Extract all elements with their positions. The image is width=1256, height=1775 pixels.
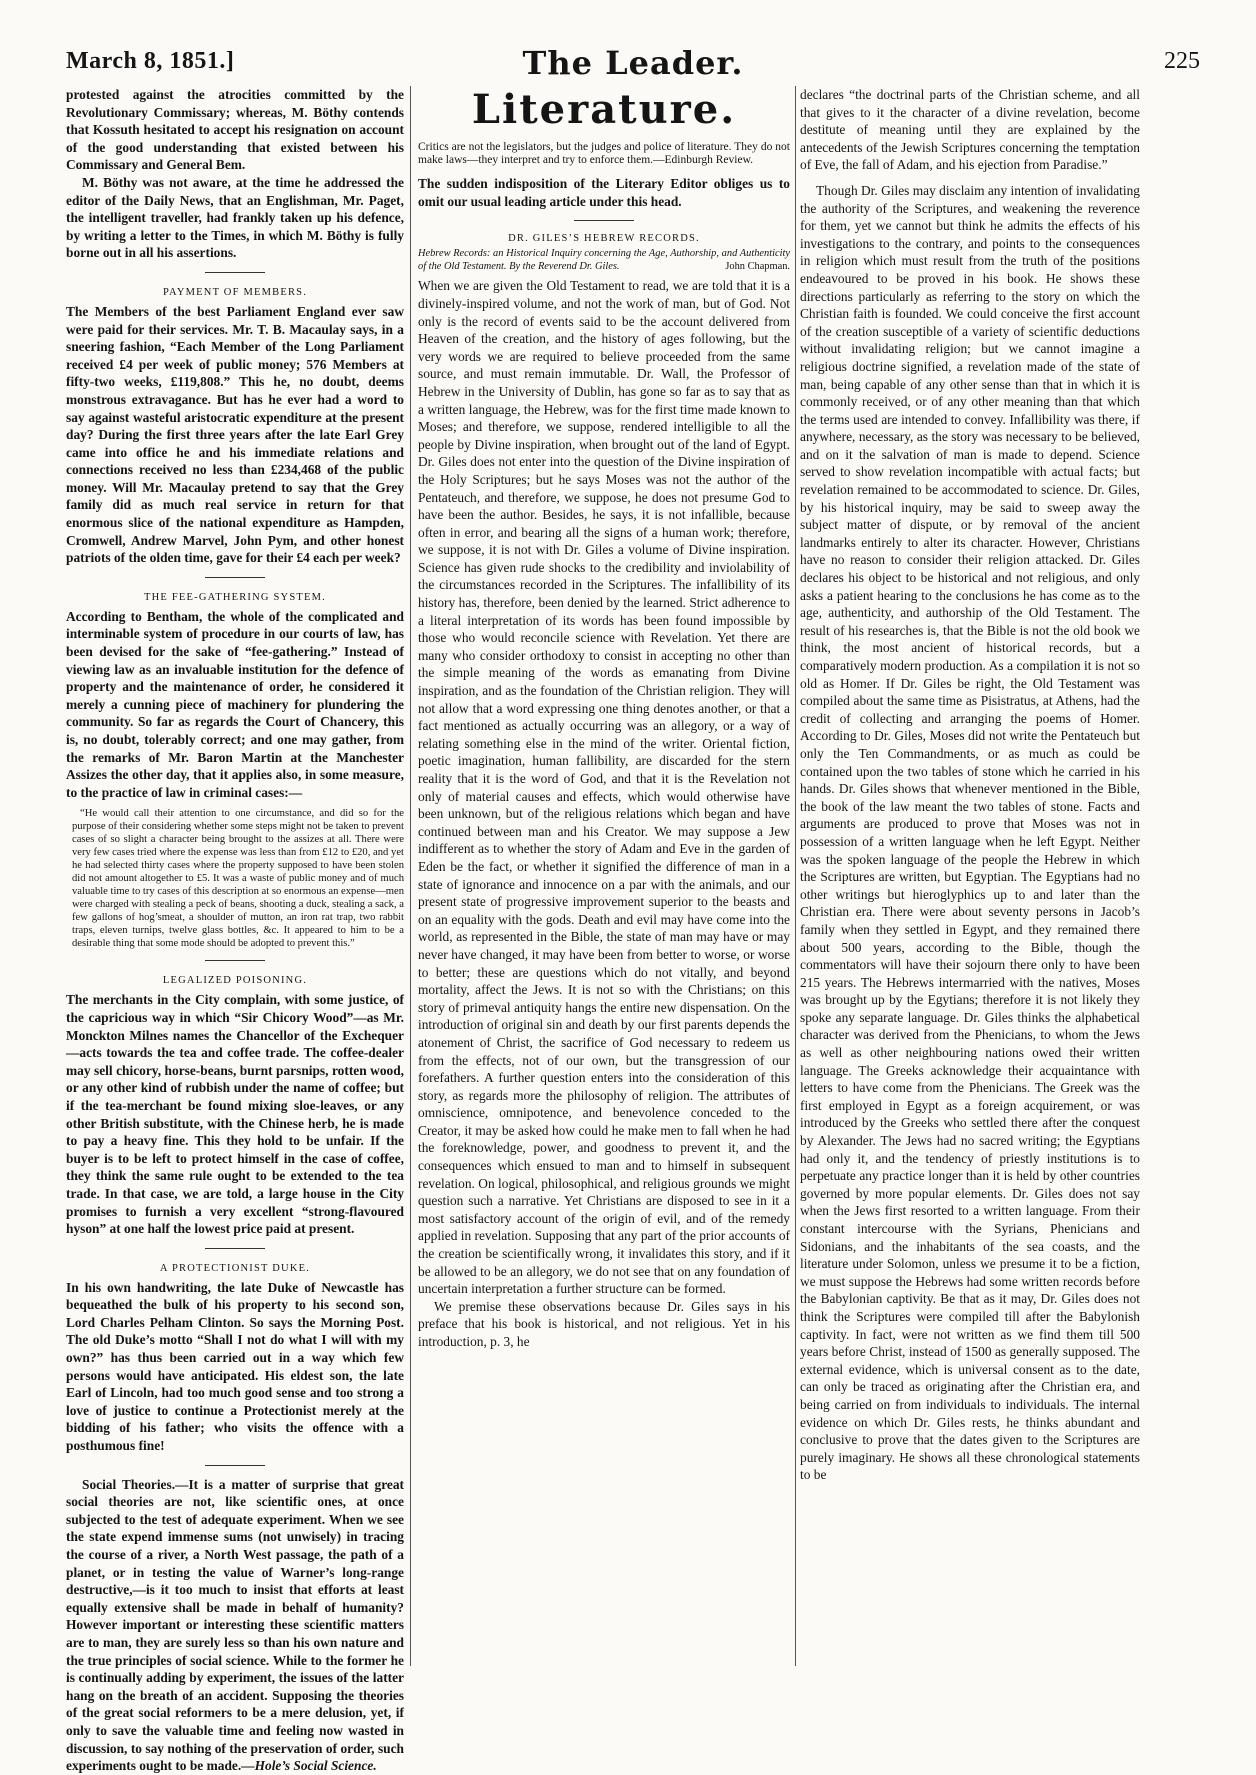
column-right [800,86,1140,1676]
section-body-payment: The Members of the best Parliament England ever saw were paid for their services. Mr. T. B. Macaulay says, in a sneering fashion, “Each Member of the Long Parliament received £4 per week of public money; 576 Members at fifty-two weeks, £119,808.” This he, no doubt, deems monstrous extravagance. But has he ever had a word to say against wasteful aristocratic expenditure at the present day? During the first three years after the late Earl Grey came into office he and his immediate relations and connections received no less than £234,468 of the public money. Will Mr. Macaulay pretend to say that the Grey family did as much real service in return for that enormous slice of the national expenditure as Hampden, Cromwell, Andrew Marvel, John Pym, and other honest patriots of the olden time, gave for their £4 each per week? [66,303,404,566]
section-body-social-theories: Social Theories.—It is a matter of surprise that great social theories are not, like scientific ones, at once subjected to the test of adequate experiment. When we see the state expend immense sums (not unwisely) in tracing the course of a river, a North West passage, the path of a planet, or in testing the value of Warner’s long-range destructive,—is it too much to insist that efforts at least equally extensive shall be made in behalf of humanity? However important or interesting these scientific matters are to man, they are surely less so than his own nature and the true principles of social science. While to the former he is continually adding by experiment, the issues of the latter hang on the breath of an accident. Supposing the theories of the great social reformers to be a mere delusion, yet, if only to save the valuable time and feeling now wasted in discussion, to say nothing of the preservation of order, such experiments ought to be made.—Hole’s Social Science. [66,1476,404,1774]
section-divider [205,960,265,961]
book-citation-text: Hebrew Records: an Historical Inquiry concerning the Age, Authorship, and Authenticity of the Old Testament. By the Reverend Dr. Giles. [418,248,790,272]
section-body-poisoning: The merchants in the City complain, with some justice, of the capricious way in which “Sir Chicory Wood”—as Mr. Monckton Milnes names the Chancellor of the Exchequer—acts towards the tea and coffee trade. The coffee-dealer may sell chicory, horse-beans, burnt parsnips, rotten wood, or any other kind of rubbish under the name of coffee; but if the tea-merchant be found mixing sloe-leaves, or any other British substitute, with the Chinese herb, he is made to pay a heavy fine. This they hold to be unfair. If the buyer is to be left to protect himself in the case of coffee, they think the same rule ought to be extended to the tea trade. In that case, we are told, a large house in the City promises to furnish a very excellent “strong-flavoured hyson” at one half the lowest price paid at present. [66,992,404,1237]
masthead [66,44,1200,84]
book-publisher: John Chapman. [725,260,790,272]
section-divider [205,577,265,578]
literature-motto: Critics are not the legislators, but the judges and police of literature. They do not make laws—they interpret and try to enforce them.—Edinburgh Review. [418,141,790,166]
section-divider [205,272,265,273]
section-divider [574,220,634,221]
column-left [66,86,404,1774]
review-continued-paragraph-2: Though Dr. Giles may disclaim any intention of invalidating the authority of the Scriptures, and weakening the reverence for them, yet we cannot but think he admits the effects of his investigations to the contrary, and points to the consequences in religion which must result from the truth of the positions endeavoured to be proved in his book. He shows these directions particularly as referring to the story on which the Christian faith is founded. We could conceive the first account of the creation susceptible of a variety of scientific deductions without invalidating religion; but we cannot imagine a religious doctrine signified, a revelation made of the state of man, being capable of any other sense than that in which it is commonly received, or of any other meaning than that which the terms used are intended to convey. Infallibility was there, if anywhere, necessary, as the story was necessary to be believed, and on it the salvation of man is made to depend. Science served to show revelation incompatible with actual facts; but revelation remained to be accommodated to science. Dr. Giles, by his historical inquiry, may be said to sweep away the subject matter of dispute, or by removal of the ancient landmarks entirely to alter its character. However, Christians have no reason to consider their religion attacked. Dr. Giles declares his object to be historical and not religious, and only asks a patient hearing to the conclusions he has come as to the age, authenticity, and authorship of the Old Testament. The result of his researches is, that the Bible is not the old book we think, the most ancient of historical records, but a comparatively modern production. As a compilation it is not so old as Homer. If Dr. Giles be right, the Old Testament was compiled about the same time as Pisistratus, at Athens, had the credit of collecting and arranging the poems of Homer. According to Dr. Giles, Moses did not write the Pentateuch but only the Ten Commandments, or as much as could be contained upon the two tables of stone which he carried in his hands. Dr. Giles shows that whenever mentioned in the Bible, the book of the law meant the two tables of stone. Facts and arguments are produced to prove that Moses was not in possession of a written language when he left Egypt. Neither was the spoken language of the people the Hebrew in which the Scriptures are written, but Egyptian. The Egyptians had no other writings but hieroglyphics up to and later than the Christian era. There were about seventy persons in Jacob’s family when they settled in Egypt, and they remained there about 500 years, according to the Bible, though the commentators will have their sojourn there only to have been 215 years. The Hebrews intermarried with the natives, Moses was brought up by the Egytians; therefore it is not likely they spoke any separate language. Dr. Giles thinks the alphabetical character was derived from the Phenicians, to whom the Jews as well as other neighbouring nations owed their written language. The Greeks acknowledge their acquaintance with letters to have come from the Phenicians. The Greek was the first employed in Egypt as a foreign acquirement, or was introduced by the Greeks who settled there after the conquest by Alexander. The Jews had no sacred writing; the Egyptians had only it, and the tendency of priestly institutions is to perpetuate any practice longer than it is held by other countries governed by more popular elements. Dr. Giles does not say when the Jews first resorted to a written language. From their constant intercourse with the Syrians, Phenicians and Sidonians, and the inhabitants of the sea coasts, and the literature under Solomon, unless we presume it to be a fiction, we must suppose the Hebrews had some written records before the Babylonian captivity. Be that as it may, Dr. Giles does not think the Scriptures were compiled till after the Babylonish captivity. In fact, were not written as we find them till 500 years before Christ, instead of 1500 as generally supposed. The external evidence, which is universal consent as to the date, can only be traced as originating after the Christian era, and being carried on from individuals to individuals. The internal evidence on which Dr. Giles rests, he thinks abundant and conclusive to prove that the dates given to the Scriptures are purely imaginary. He shows all these chronological statements to be [800,182,1140,1483]
section-body-duke: In his own handwriting, the late Duke of Newcastle has bequeathed the bulk of his property to his second son, Lord Charles Pelham Clinton. So says the Morning Post. The old Duke’s motto “Shall I not do what I will with my own?” has thus been carried out in a way which few persons would have anticipated. His eldest son, the late Earl of Lincoln, had too much good sense and too strong a love of justice to continue a Protectionist merely at the bidding of his father; who visits the offence with a posthumous fine! [66,1279,404,1454]
review-heading: DR. GILES’S HEBREW RECORDS. [508,233,700,245]
review-paragraph-2: We premise these observations because Dr. Giles says in his preface that his book is historical, and not religious. Yet in his introduction, p. 3, he [418,1298,790,1349]
section-heading-fee-gathering: THE FEE-GATHERING SYSTEM. [144,591,326,603]
review-paragraph-1: When we are given the Old Testament to read, we are told that it is a divinely-inspired volume, and not the work of man, but of God. Not only is the record of events said to be the account delivered from Heaven of the creation, and the history of ages following, but the very words we are required to believe proceeded from the same source, and must remain immutable. Dr. Wall, the Professor of Hebrew in the University of Dublin, has gone so far as to say that as a written language, the Hebrew, was for the first time made known to Moses; and therefore, we suppose, rendered intelligible to all the people by Divine inspiration, when brought out of the land of Egypt. Dr. Giles does not enter into the question of the Divine inspiration of the Holy Scriptures; but he says Moses was not the author of the Pentateuch, and therefore, we suppose, he does not presume God to have been the author. Besides, he says, it is not infallible, because often in error, and bearing all the signs of a human work; therefore, we suppose, it is not with Dr. Giles a volume of Divine inspiration. Science has given rude shocks to the credibility and inviolability of the circumstances recorded in the Scriptures. The infallibility of its history has, therefore, been denied by the learned. Strict adherence to a literal interpretation of its words has been found impossible by those who would reconcile science with Revelation. Yet there are many who consider orthodoxy to consist in accepting no other than the simple meaning of the words as emanating from Divine inspiration, and as the foundation of the Christian religion. They will not allow that a word expressing one thing denotes another, or that a fact mentioned as actually occurring was an allegory, or a way of relating something else in the mind of the writer. Oriental fiction, poetic imagination, human fallibility, are discarded for the stern reality that it is the word of God, and that it is the Revelation not only of material causes and effects, which would otherwise have been unknown, but of the religious relations which began and have continued between man and his Creator. We may suppose a Jew indifferent as to whether the story of Adam and Eve in the garden of Eden be the fact, or whether it signified the difference of man in a state of ignorance and innocence on a par with the animals, and our present state of progressive improvement superior to the beasts and on an equality with the gods. Death and evil may have come into the world, as represented in the Bible, the state of man may have or may never have changed, it may have been from better to worse, or worse to better; these are questions which do not vitally, and beyond mortality, affect the Jews. It is not so with the Christians; on this story of primeval antiquity hangs the entire new dispensation. On the introduction of original sin and death by our first parents depends the atonement of Christ, the sacrifice of God necessary to redeem us from the effects, not of our own, but the transgression of our forefathers. A further question enters into the consideration of this story, as regards more the philosophy of religion. The attributes of omniscience, omnipotence, and benevolence conceded to the Creator, it may be asked how could he make men to fall when he had the foreknowledge, power, and goodness to prevent it, and the consequences which ensued to man and to himself in subsequent revelation. On logical, philosophical, and religious grounds we might question such a narrative. Yet Christians are disposed to see in it a most satisfactory account of the origin of evil, and of the remedy applied in revelation. Supposing that any part of the prior accounts of the creation be scientifically wrong, it invalidates this story, and if it be allowed to be an allegory, we do not see that on any foundation of uncertain interpretation a further structure can be formed. [418,278,790,1297]
section-heading-poisoning: LEGALIZED POISONING. [162,975,308,987]
column-rule-right [795,86,796,1666]
section-body-fee-gathering: According to Bentham, the whole of the complicated and interminable system of procedure in our courts of law, has been devised for the sake of “fee-gathering.” Instead of viewing law as an invaluable institution for the defence of property and the maintenance of order, he considered it merely a cunning piece of machinery for plundering the community. So far as regards the Court of Chancery, this is, no doubt, tolerably correct; and one may gather, from the remarks of Mr. Baron Martin at the Manchester Assizes the other day, that it applies also, in some measure, to the practice of law in criminal cases:— [66,608,404,800]
editor-notice: The sudden indisposition of the Literary Editor obliges us to omit our usual leading article under this head. [418,176,790,209]
section-divider [205,1248,265,1249]
literature-title: Literature. [471,86,737,133]
baron-martin-quote: “He would call their attention to one circumstance, and did so for the purpose of their considering whether some steps might not be taken to prevent cases of so slight a character being brought to the assizes at all. There were very few cases tried where the expense was less than from £12 to £20, and yet he had selected thirty cases where the property supposed to have been stolen did not amount altogether to £5. It was a waste of public money and of much valuable time to try cases of this description at so enormous an expense—men were charged with stealing a peck of beans, shooting a duck, stealing a sack, a few gallons of hog’smeat, a shoulder of mutton, an iron rat trap, two rabbit traps, eleven turnips, twelve glass bottles, &c. It appeared to him to be a desirable thing that some mode should be adopted to prevent this.” [72,808,404,950]
section-divider [205,1465,265,1466]
issue-date: March 8, 1851.] [66,48,235,74]
column-rule-left [410,86,411,1666]
social-theories-source: —Hole’s Social Science. [241,1758,377,1774]
newspaper-title: The Leader. [522,44,744,82]
section-heading-payment: PAYMENT OF MEMBERS. [162,286,308,298]
page-number: 225 [1164,48,1200,74]
book-citation [418,248,790,273]
section-heading-duke: A PROTECTIONIST DUKE. [159,1262,311,1274]
review-continued-paragraph-1: declares “the doctrinal parts of the Christian scheme, and all that gives to it the character of a divine revelation, become destitute of meaning until they are explained by the antecedents of the Jewish Scriptures concerning the temptation of Eve, the fall of Adam, and his ejection from Paradise.” [800,87,1140,173]
intro-paragraph-1: protested against the atrocities committed by the Revolutionary Commissary; whereas, M. Böthy contends that Kossuth hesitated to accept his resignation on account of the good understanding that existed between his Commissary and General Bem. [66,87,404,173]
intro-paragraph-2: M. Böthy was not aware, at the time he addressed the editor of the Daily News, that an Englishman, Mr. Paget, the intelligent traveller, had frankly taken up his defence, by writing a letter to the Times, in which M. Böthy is fully borne out in all his assertions. [66,174,404,261]
column-middle [418,86,790,1676]
